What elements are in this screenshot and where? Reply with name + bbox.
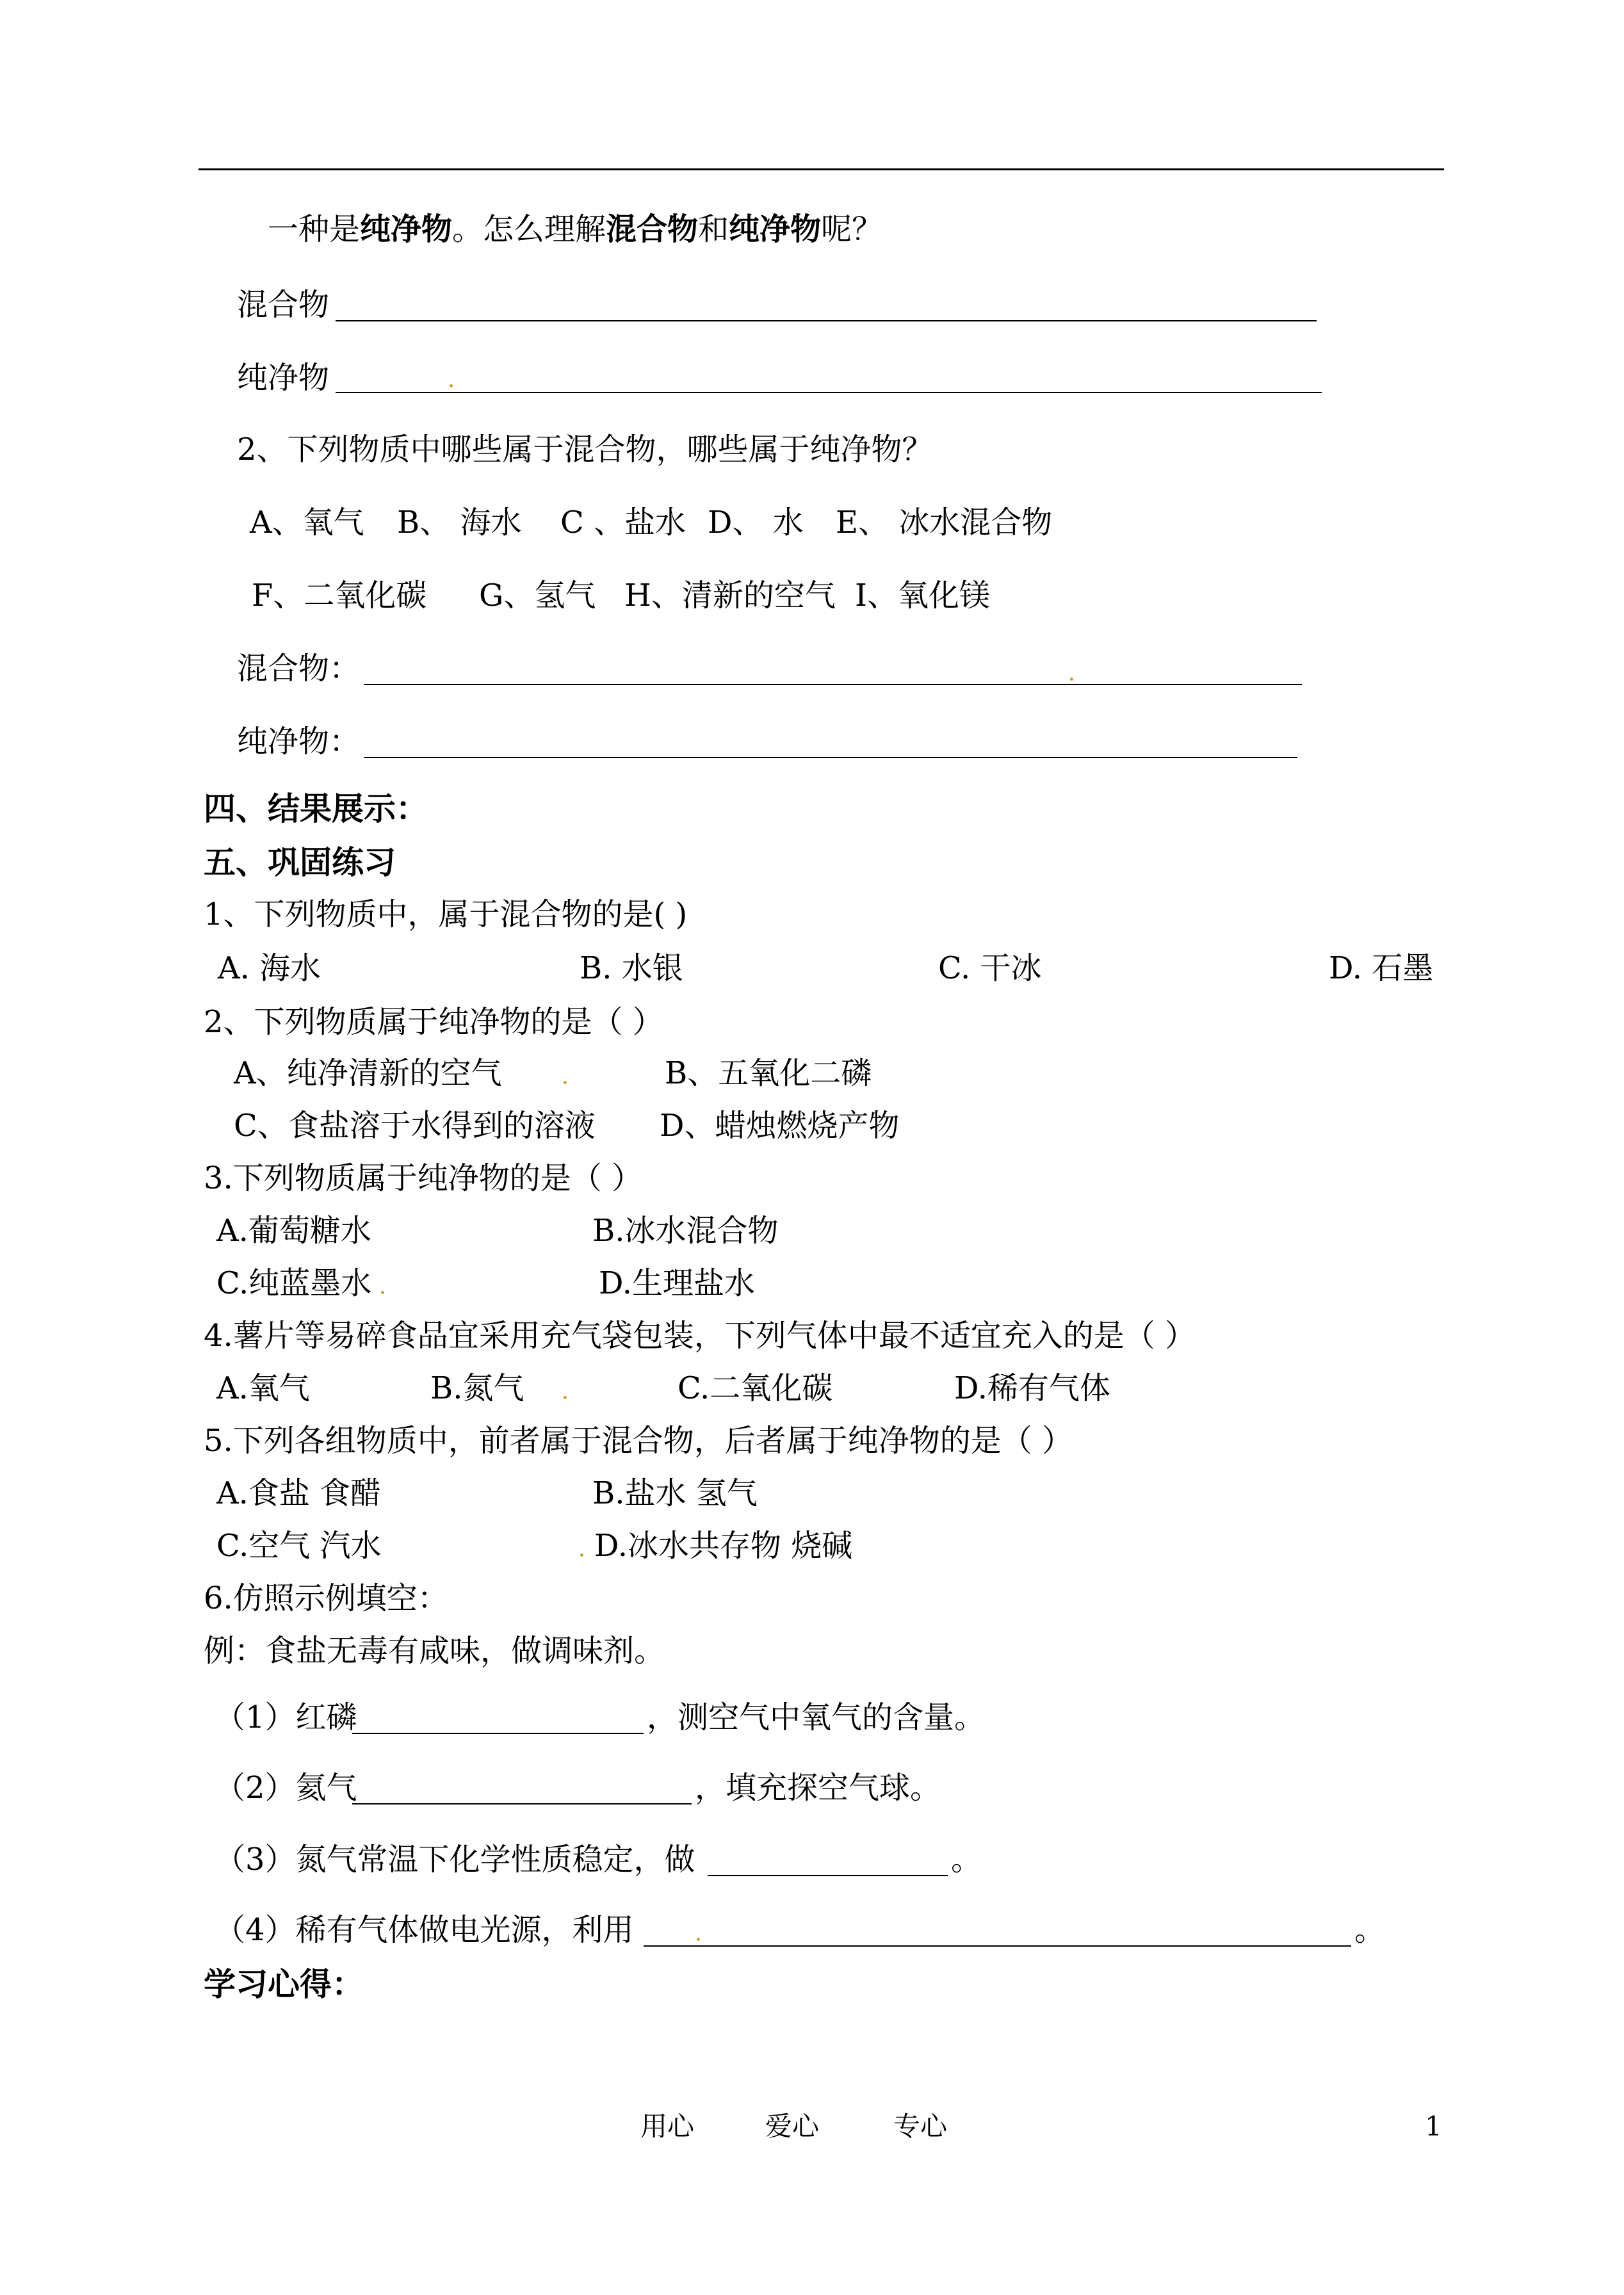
q2-option-d: D、 水 bbox=[708, 505, 804, 540]
mixture-definition-blank[interactable] bbox=[336, 320, 1317, 321]
stray-dot bbox=[697, 1938, 700, 1941]
exercise-6-example: 例：食盐无毒有咸味，做调味剂。 bbox=[204, 1633, 665, 1669]
q2-option-c: C 、盐水 bbox=[560, 505, 686, 540]
mixture-label: 混合物 bbox=[237, 287, 330, 323]
stray-dot bbox=[381, 1291, 384, 1294]
fill-item-4-blank[interactable] bbox=[644, 1945, 1351, 1947]
intro-pure-bold-2: 纯净物 bbox=[729, 211, 822, 247]
stray-dot bbox=[450, 384, 453, 387]
exercise-4-option-b: B.氮气 bbox=[430, 1370, 524, 1406]
q2-pure-blank[interactable] bbox=[364, 757, 1297, 758]
exercise-3-option-d: D.生理盐水 bbox=[599, 1265, 756, 1301]
q2-option-g: G、氢气 bbox=[479, 578, 596, 613]
fill-item-4-prefix: （4）稀有气体做电光源，利用 bbox=[215, 1912, 634, 1948]
stray-dot bbox=[564, 1081, 567, 1084]
exercise-4-option-a: A.氧气 bbox=[216, 1370, 310, 1406]
exercise-3-question: 3.下列物质属于纯净物的是（ ） bbox=[204, 1160, 643, 1196]
exercise-5-option-b: B.盐水 氢气 bbox=[592, 1475, 758, 1511]
exercise-2-question: 2、下列物质属于纯净物的是（ ） bbox=[204, 1004, 663, 1040]
stray-dot bbox=[1070, 677, 1073, 681]
q2-option-b: B、 海水 bbox=[397, 505, 522, 540]
q2-mixture-blank[interactable] bbox=[364, 684, 1302, 685]
exercise-5-question: 5.下列各组物质中，前者属于混合物，后者属于纯净物的是（ ） bbox=[204, 1423, 1073, 1459]
q2-question: 2、下列物质中哪些属于混合物，哪些属于纯净物？ bbox=[237, 432, 933, 467]
exercise-6-question: 6.仿照示例填空： bbox=[204, 1580, 448, 1616]
q2-option-e: E、 冰水混合物 bbox=[836, 505, 1053, 540]
exercise-2-option-d: D、蜡烛燃烧产物 bbox=[660, 1108, 900, 1144]
study-notes-heading: 学习心得： bbox=[204, 1965, 364, 2003]
q2-option-f: F、二氧化碳 bbox=[252, 578, 427, 613]
exercise-3-option-a: A.葡萄糖水 bbox=[216, 1213, 371, 1249]
fill-item-3-suffix: 。 bbox=[951, 1842, 982, 1877]
footer-word-2: 爱心 bbox=[765, 2111, 820, 2142]
exercise-4-option-c: C.二氧化碳 bbox=[678, 1370, 833, 1406]
intro-mid: 。怎么理解 bbox=[452, 211, 606, 247]
exercise-1-option-d: D. 石墨 bbox=[1329, 950, 1434, 986]
pure-label: 纯净物 bbox=[237, 360, 330, 396]
fill-item-2-prefix: （2）氦气 bbox=[215, 1770, 357, 1806]
intro-pure-bold: 纯净物 bbox=[360, 211, 453, 247]
stray-dot bbox=[564, 1396, 567, 1399]
fill-item-2-blank[interactable] bbox=[352, 1803, 692, 1804]
pure-definition-blank[interactable] bbox=[336, 392, 1322, 393]
intro-prefix: 一种是 bbox=[268, 211, 361, 247]
q2-option-a: A、氧气 bbox=[250, 505, 364, 540]
intro-and: 和 bbox=[698, 211, 729, 247]
page-number: 1 bbox=[1425, 2111, 1442, 2142]
exercise-4-question: 4.薯片等易碎食品宜采用充气袋包装，下列气体中最不适宜充入的是（ ） bbox=[204, 1318, 1196, 1354]
exercise-3-option-b: B.冰水混合物 bbox=[592, 1213, 779, 1249]
exercise-4-option-d: D.稀有气体 bbox=[954, 1370, 1111, 1406]
exercise-1-option-a: A. 海水 bbox=[218, 950, 321, 986]
intro-suffix: 呢？ bbox=[821, 211, 883, 247]
fill-item-2-suffix: ，填充探空气球。 bbox=[695, 1770, 941, 1806]
exercise-1-question: 1、下列物质中，属于混合物的是( ) bbox=[204, 896, 688, 932]
intro-line bbox=[268, 211, 883, 247]
exercise-5-option-a: A.食盐 食醋 bbox=[216, 1475, 382, 1511]
exercise-2-option-b: B、五氧化二磷 bbox=[665, 1055, 872, 1091]
fill-item-1-suffix: ，测空气中氧气的含量。 bbox=[647, 1699, 986, 1735]
stray-dot bbox=[580, 1553, 583, 1557]
exercise-1-option-c: C. 干冰 bbox=[938, 950, 1042, 986]
section-4-heading: 四、结果展示： bbox=[204, 790, 428, 827]
q2-mixture-label: 混合物： bbox=[237, 651, 361, 686]
fill-item-3-blank[interactable] bbox=[708, 1875, 948, 1876]
q2-option-i: I、氧化镁 bbox=[855, 578, 990, 613]
exercise-5-option-d: D.冰水共存物 烧碱 bbox=[594, 1528, 853, 1564]
exercise-2-option-a: A、纯净清新的空气 bbox=[234, 1055, 502, 1091]
fill-item-1-prefix: （1）红磷 bbox=[215, 1699, 357, 1735]
exercise-3-option-c: C.纯蓝墨水 bbox=[216, 1265, 372, 1301]
section-5-heading: 五、巩固练习 bbox=[204, 843, 396, 881]
footer-word-1: 用心 bbox=[640, 2111, 695, 2142]
footer-word-3: 专心 bbox=[893, 2111, 948, 2142]
exercise-2-option-c: C、食盐溶于水得到的溶液 bbox=[234, 1108, 596, 1144]
q2-pure-label: 纯净物： bbox=[237, 724, 361, 759]
header-rule bbox=[199, 168, 1444, 170]
exercise-5-option-c: C.空气 汽水 bbox=[216, 1528, 382, 1564]
exercise-1-option-b: B. 水银 bbox=[580, 950, 683, 986]
q2-option-h: H、清新的空气 bbox=[624, 578, 836, 613]
intro-mixture-bold: 混合物 bbox=[606, 211, 699, 247]
fill-item-4-suffix: 。 bbox=[1354, 1912, 1386, 1948]
fill-item-3-prefix: （3）氮气常温下化学性质稳定，做 bbox=[215, 1842, 695, 1877]
fill-item-1-blank[interactable] bbox=[352, 1733, 644, 1734]
